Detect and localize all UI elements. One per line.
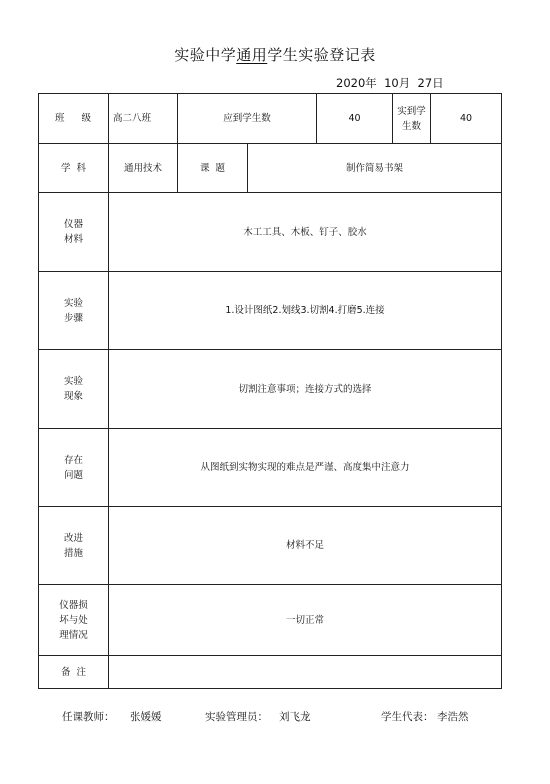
- topic-label: 课 题: [178, 144, 248, 193]
- registration-table: [38, 93, 502, 689]
- manager-name: 刘飞龙: [279, 711, 311, 723]
- topic-value: 制作简易书架: [248, 144, 502, 193]
- subject-value: 通用技术: [109, 144, 178, 193]
- improvements-label: 改进 措施: [39, 507, 109, 585]
- remarks-label: 备 注: [39, 656, 109, 689]
- student-rep-name: 李浩然: [437, 711, 469, 723]
- actual-students-label: 实到学生数: [393, 94, 431, 144]
- teacher-name: 张媛媛: [130, 711, 162, 723]
- equipment-label: 仪器 材料: [39, 193, 109, 272]
- remarks-value: [109, 656, 502, 689]
- manager-label: 实验管理员：: [205, 711, 268, 723]
- phenomenon-row: [39, 350, 502, 429]
- teacher-label: 任课教师：: [62, 711, 115, 723]
- steps-label: 实验 步骤: [39, 272, 109, 350]
- subject-row: [39, 144, 502, 193]
- form-title: [0, 44, 550, 65]
- improvements-value: 材料不足: [109, 507, 502, 585]
- form-date: 2020年 10月 27日: [336, 76, 444, 90]
- subject-label: 学 科: [39, 144, 109, 193]
- steps-row: [39, 272, 502, 350]
- phenomenon-label: 实验 现象: [39, 350, 109, 429]
- title-prefix: 实验中学: [174, 46, 237, 64]
- damage-label: 仪器损 坏与处 理情况: [39, 585, 109, 656]
- expected-students-label: 应到学生数: [178, 94, 317, 144]
- problems-value: 从图纸到实物实现的难点是严谨、高度集中注意力: [109, 429, 502, 507]
- damage-value: 一切正常: [109, 585, 502, 656]
- equipment-row: [39, 193, 502, 272]
- equipment-value: 木工工具、木板、钉子、胶水: [109, 193, 502, 272]
- actual-students-value: 40: [431, 94, 502, 144]
- class-row: [39, 94, 502, 144]
- problems-row: [39, 429, 502, 507]
- student-rep-label: 学生代表：: [381, 711, 434, 723]
- class-value: 高二八班: [109, 94, 178, 144]
- improvements-row: [39, 507, 502, 585]
- class-label: 班 级: [39, 94, 109, 144]
- title-suffix: 学生实验登记表: [267, 46, 376, 64]
- expected-students-value: 40: [317, 94, 393, 144]
- steps-value: 1.设计图纸2.划线3.切割4.打磨5.连接: [109, 272, 502, 350]
- phenomenon-value: 切割注意事项；连接方式的选择: [109, 350, 502, 429]
- title-underlined-word: 通用: [236, 46, 268, 64]
- remarks-row: [39, 656, 502, 689]
- problems-label: 存在 问题: [39, 429, 109, 507]
- damage-row: [39, 585, 502, 656]
